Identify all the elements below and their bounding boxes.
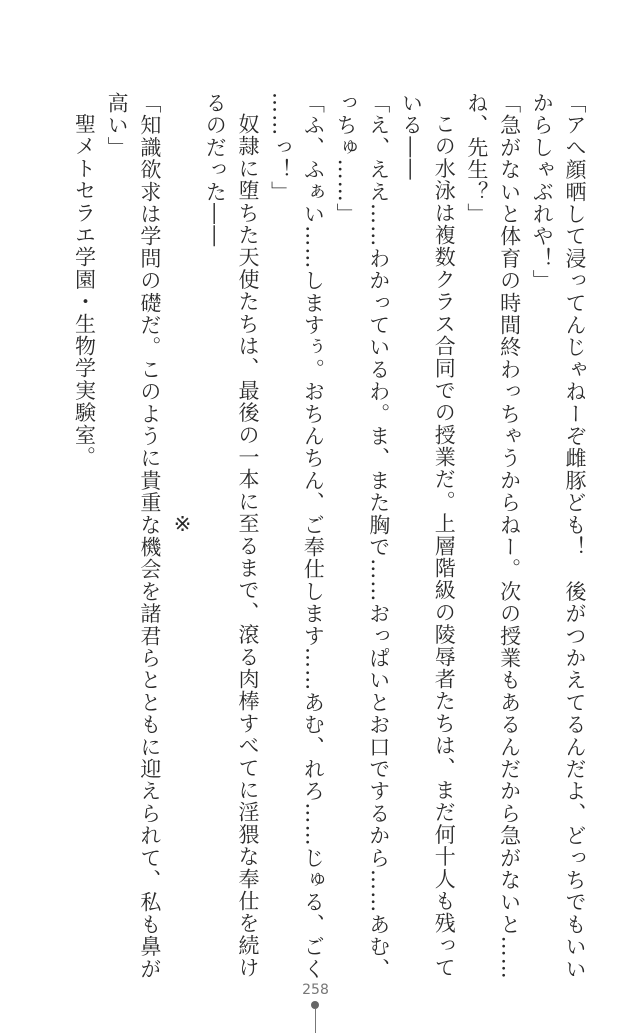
vertical-text-body <box>68 92 591 980</box>
text-line-9: 「ふ、ふぁい……しますぅ。おちんちん、ご奉仕します……あむ、れろ……じゅる、ごく <box>301 92 326 980</box>
text-line-4: ね、先生？」 <box>464 92 489 226</box>
text-line-13: 「知識欲求は学問の礎だ。このように貴重な機会を諸君らとともに迎えられて、私も鼻が <box>137 92 162 980</box>
text-line-8: っちゅ……」 <box>334 92 359 226</box>
text-line-3: 「急がないと体育の時間終わっちゃうからねー。次の授業もあるんだから急がないと…… <box>497 92 522 980</box>
text-line-7: 「え、ええ……わかっているわ。ま、また胸で……おっぱいとお口でするから……あむ、 <box>366 92 391 980</box>
text-line-5: この水泳は複数クラス合同での授業だ。上層階級の陵辱者たちは、まだ何十人も残って <box>432 113 457 979</box>
text-line-15: 聖メトセラエ学園・生物学実験室。 <box>72 113 97 469</box>
text-line-14: 高い」 <box>105 92 130 159</box>
page-marker-line <box>315 1009 316 1033</box>
text-line-11: 奴隷に堕ちた天使たちは、最後の一本に至るまで、滾る肉棒すべてに淫猥な奉仕を続け <box>235 113 260 979</box>
section-break-mark: ※ <box>170 512 195 538</box>
text-line-1: 「アへ顔晒して浸ってんじゃねーぞ雌豚ども！ 後がつかえてるんだよ、どっちでもいい <box>563 92 587 980</box>
text-line-2: からしゃぶれや！」 <box>530 92 555 292</box>
page-number: 258 <box>302 982 329 998</box>
text-line-6: いる―― <box>399 92 424 181</box>
text-line-12: るのだった―― <box>203 92 228 248</box>
text-line-10: ……っ！」 <box>268 92 293 203</box>
page-marker-dot <box>311 1001 319 1009</box>
